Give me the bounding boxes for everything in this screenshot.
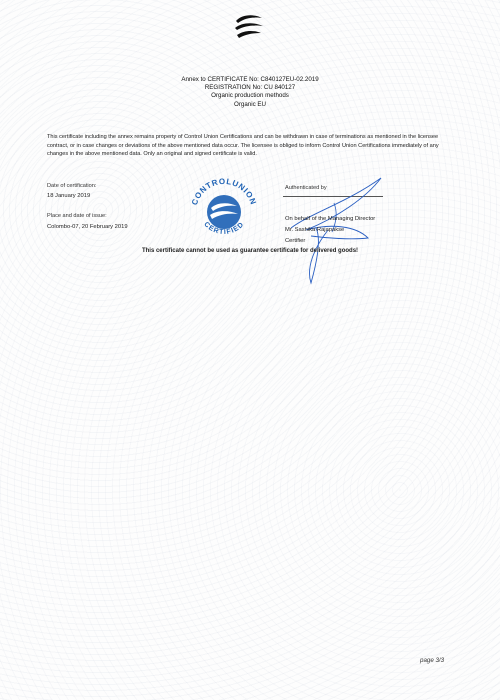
certifier-name: Mr. Sashika Rajapakse xyxy=(285,227,345,233)
control-union-logo xyxy=(232,12,266,40)
stamp-top-text: CONTROLUNION xyxy=(189,176,259,207)
on-behalf-text: On behalf of the Managing Director xyxy=(285,216,376,222)
control-union-certified-stamp xyxy=(184,170,264,250)
authenticated-by-label: Authenticated by xyxy=(285,185,327,191)
place-date-issue-label: Place and date of issue: xyxy=(47,213,107,219)
production-method: Organic production methods xyxy=(211,92,289,100)
registration-number: REGISTRATION No: CU 840127 xyxy=(204,84,296,92)
place-date-issue-value: Colombo-07, 20 February 2019 xyxy=(47,224,128,230)
standard-name: Organic EU xyxy=(234,100,266,108)
stamp-bottom-text: CERTIFIED xyxy=(202,220,246,237)
guarantee-disclaimer: This certificate cannot be used as guarantee certificate for delivered goods! xyxy=(141,248,359,254)
date-of-certification-value: 18 January 2019 xyxy=(47,193,91,199)
date-of-certification-label: Date of certification: xyxy=(47,183,97,189)
certificate-header xyxy=(0,76,500,109)
terms-paragraph: This certificate including the annex remains property of Control Union Certifications and can be withdrawn in case of terminations as mentioned in the licensee contract, or in case changes or deviations of the above mentioned data occur. The licensee is obliged to inform Control Union Certifications immediately of any changes in the above mentioned data. Only an original and signed certificate is valid. xyxy=(47,134,439,158)
certificate-number: Annex to CERTIFICATE No: C840127EU-02.2019 xyxy=(181,76,319,83)
certifier-role: Certifier xyxy=(285,238,306,244)
page-number: page 3/3 xyxy=(420,657,445,664)
